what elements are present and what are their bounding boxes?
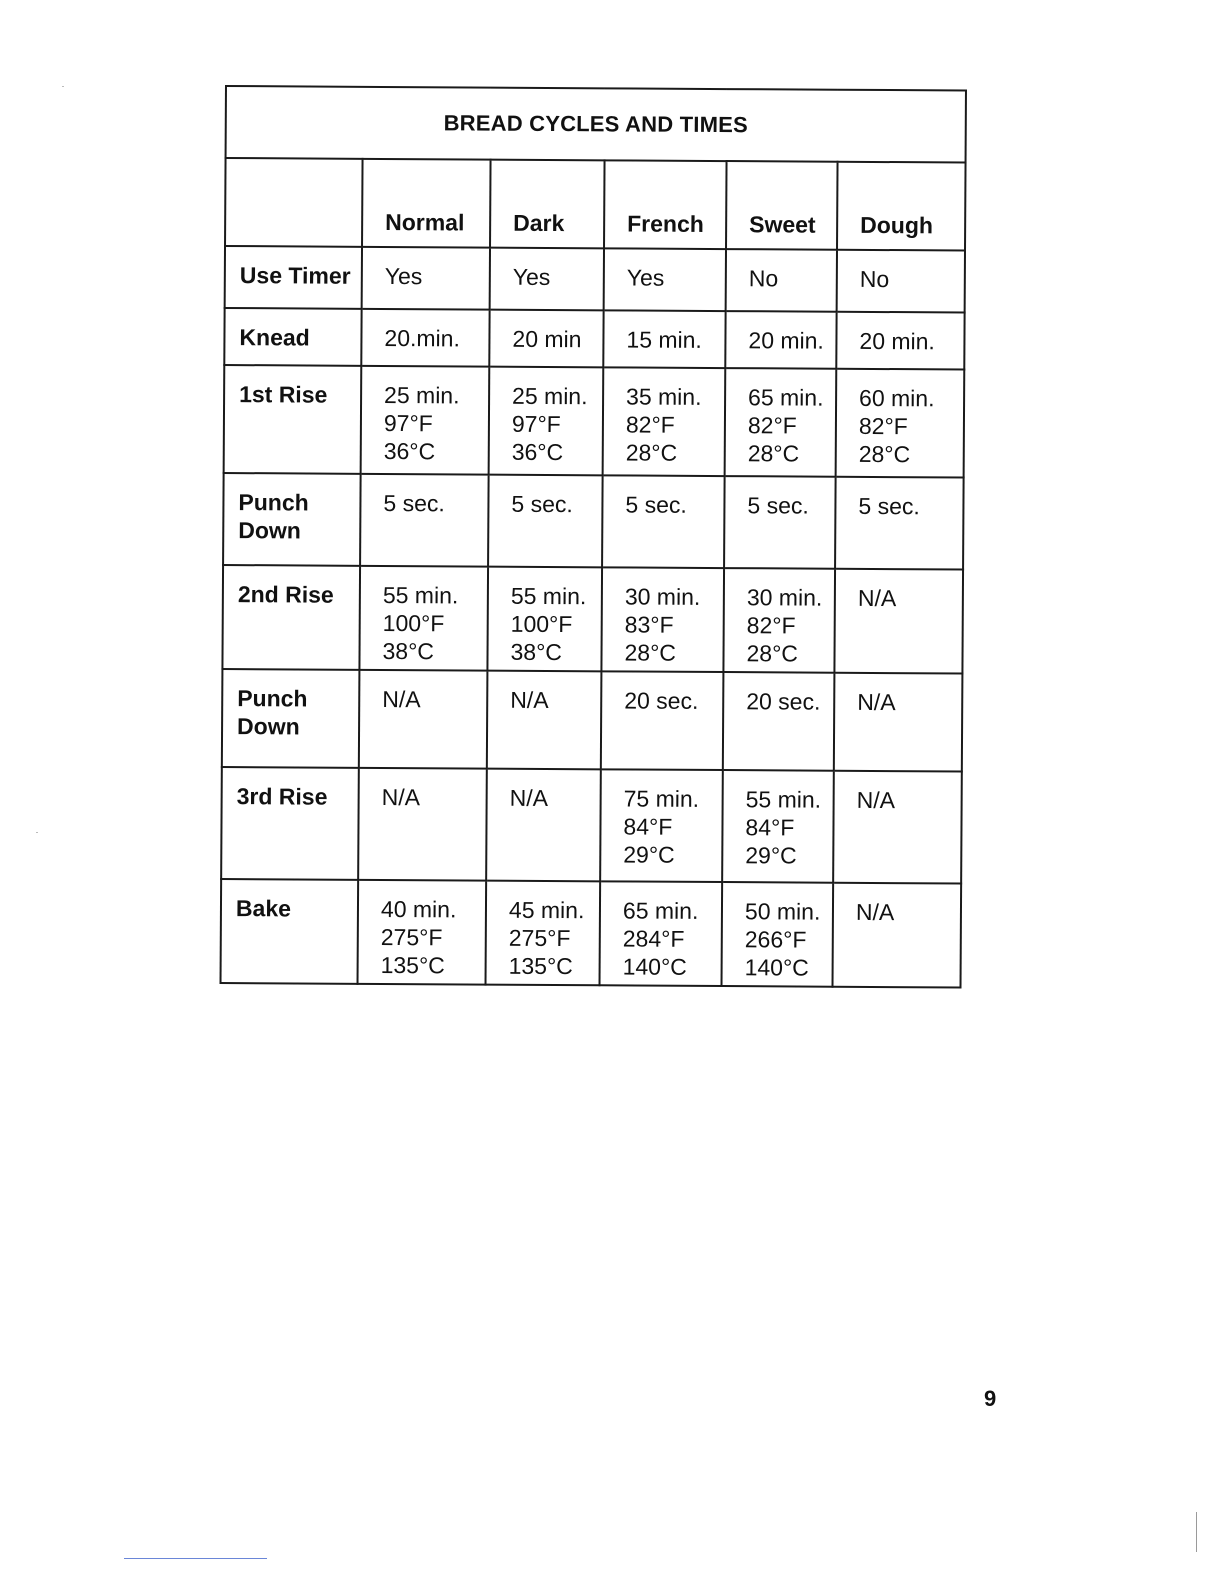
cell-value-line: 140°C	[622, 953, 687, 980]
cell-value-line: 36°C	[511, 438, 564, 466]
cell-dark	[488, 475, 603, 568]
row-label	[222, 669, 360, 768]
cell-value-line: 35 min.	[626, 383, 702, 410]
col-header-dark: Dark	[490, 160, 605, 249]
cell-normal	[359, 670, 488, 769]
cell-value-line: Yes	[384, 262, 423, 290]
table-row	[221, 879, 962, 988]
row-label	[224, 308, 361, 366]
cell-french	[602, 475, 725, 568]
cell-french	[600, 881, 723, 986]
title-row	[226, 86, 966, 163]
row-label	[222, 565, 360, 670]
cell-value-line: 40 min.	[380, 895, 457, 923]
cell-sweet	[722, 882, 834, 987]
cell-value-line: 55 min.	[382, 581, 459, 609]
cell-sweet	[723, 672, 835, 771]
cell-value-line: 266°F	[744, 926, 807, 953]
cell-dough	[834, 569, 963, 674]
table-row	[225, 246, 965, 313]
cell-value-line: 28°C	[746, 640, 799, 667]
cell-value-line: 100°F	[382, 609, 445, 637]
page-number: 9	[984, 1386, 997, 1411]
cell-value-line: 75 min.	[623, 785, 700, 812]
cell-dark	[486, 881, 601, 986]
bread-cycles-table-wrap	[220, 85, 965, 989]
cell-value-line: 82°F	[746, 612, 796, 639]
cell-value-line: 5 sec.	[747, 492, 809, 519]
col-header-dough: Dough	[837, 162, 966, 251]
cell-value-line: 55 min.	[510, 582, 587, 610]
row-label	[224, 365, 362, 474]
cell-value-line: 20 min	[512, 325, 582, 353]
row-label-line: Down	[238, 517, 301, 544]
cell-dough	[837, 250, 965, 313]
cell-value-line: 28°C	[624, 639, 677, 666]
cell-value-line: 60 min.	[859, 384, 935, 412]
cell-dark	[486, 769, 601, 882]
cell-value-line: 28°C	[747, 440, 800, 467]
table-row	[221, 767, 962, 884]
cell-dough	[836, 369, 965, 478]
cell-sweet	[725, 368, 837, 477]
scan-edge-mark	[1196, 1512, 1197, 1552]
cell-normal	[361, 366, 490, 475]
cell-normal	[361, 309, 489, 367]
cell-dark	[487, 671, 602, 770]
cell-value-line: 20 sec.	[746, 688, 821, 715]
cell-value-line: 20 sec.	[624, 687, 699, 714]
cell-dough	[833, 883, 962, 988]
cell-value-line: N/A	[855, 898, 895, 926]
cell-value-line: N/A	[382, 685, 421, 713]
cell-value-line: 82°F	[625, 411, 675, 438]
cell-value-line: 5 sec.	[511, 490, 573, 518]
cell-normal	[358, 880, 487, 985]
cell-value-line: 84°F	[623, 813, 673, 840]
cell-french	[601, 671, 724, 770]
table-row	[222, 669, 963, 772]
cell-sweet	[723, 568, 835, 673]
cell-value-line: 20 min.	[859, 327, 935, 355]
cell-value-line: 36°C	[383, 437, 436, 465]
table-row	[223, 473, 964, 570]
cell-value-line: 84°F	[745, 814, 795, 841]
corner-cell	[225, 158, 363, 247]
table-row	[222, 565, 963, 674]
row-label	[221, 767, 359, 880]
row-label-line: 2nd Rise	[237, 581, 334, 608]
cell-value-line: 45 min.	[508, 896, 585, 924]
col-header-french: French	[604, 160, 727, 249]
cell-dark	[489, 310, 603, 368]
cell-value-line: 29°C	[623, 841, 675, 868]
cell-normal	[359, 566, 488, 671]
row-label-line: Down	[237, 713, 300, 740]
cell-value-line: 30 min.	[746, 584, 823, 611]
cell-value-line: 97°F	[511, 410, 561, 438]
cell-value-line: N/A	[510, 686, 549, 713]
cell-value-line: 15 min.	[626, 326, 702, 353]
cell-sweet	[724, 476, 836, 569]
col-header-sweet: Sweet	[726, 161, 838, 250]
cell-value-line: 82°F	[747, 412, 797, 439]
cell-dark	[487, 567, 602, 672]
cell-value-line: N/A	[857, 688, 896, 716]
row-label-line: Knead	[239, 324, 310, 351]
cell-value-line: 28°C	[625, 439, 678, 466]
cell-value-line: 30 min.	[624, 583, 701, 610]
cell-normal	[362, 247, 490, 310]
table-body	[221, 246, 965, 988]
cell-value-line: 5 sec.	[858, 492, 920, 520]
cell-value-line: 135°C	[508, 952, 573, 980]
bread-cycles-table	[220, 85, 967, 989]
row-label	[225, 246, 362, 309]
cell-value-line: N/A	[856, 786, 896, 814]
cell-value-line: 20.min.	[384, 324, 460, 352]
cell-value-line: No	[748, 265, 779, 292]
row-label-line: Use Timer	[239, 262, 351, 289]
cell-french	[604, 248, 726, 311]
table-row	[224, 308, 964, 370]
row-label-line: Bake	[235, 895, 292, 922]
table-title: BREAD CYCLES AND TIMES	[226, 86, 966, 163]
cell-normal	[360, 474, 489, 567]
cell-value-line: 65 min.	[622, 897, 699, 924]
cell-value-line: 135°C	[380, 951, 445, 979]
row-label-line: Punch	[238, 489, 309, 516]
row-label-line: 3rd Rise	[236, 783, 328, 810]
cell-sweet	[725, 311, 836, 369]
row-label	[223, 473, 361, 566]
row-label-line: Punch	[237, 685, 308, 712]
cell-normal	[358, 768, 487, 881]
cell-dough	[833, 771, 962, 884]
cell-value-line: 25 min.	[384, 381, 460, 409]
cell-value-line: 275°F	[380, 923, 443, 951]
cell-value-line: Yes	[512, 263, 551, 290]
cell-value-line: 50 min.	[744, 898, 821, 925]
col-header-normal: Normal	[362, 159, 491, 248]
cell-value-line: N/A	[509, 784, 549, 811]
cell-dark	[490, 248, 604, 311]
table-row	[224, 365, 965, 478]
cell-dough	[835, 477, 964, 570]
cell-value-line: N/A	[857, 584, 897, 612]
cell-value-line: 5 sec.	[625, 491, 687, 518]
cell-french	[601, 567, 724, 672]
cell-value-line: 20 min.	[748, 327, 824, 354]
cell-french	[600, 769, 723, 882]
cell-value-line: 275°F	[508, 924, 571, 952]
cell-value-line: 82°F	[858, 412, 908, 440]
row-label	[221, 879, 359, 984]
header-row	[225, 158, 966, 251]
scan-edge-line	[124, 1558, 267, 1559]
cell-value-line: 55 min.	[745, 786, 822, 813]
cell-value-line: 65 min.	[748, 384, 824, 411]
cell-value-line: 97°F	[383, 409, 433, 437]
cell-value-line: 5 sec.	[383, 489, 445, 517]
cell-value-line: 29°C	[745, 842, 797, 869]
cell-value-line: 83°F	[624, 611, 674, 638]
scan-speck	[62, 86, 64, 87]
row-label-line: 1st Rise	[239, 381, 328, 408]
cell-value-line: N/A	[381, 783, 421, 811]
cell-dark	[489, 367, 604, 476]
cell-value-line: 38°C	[510, 638, 563, 666]
cell-value-line: 28°C	[858, 440, 911, 468]
scan-speck	[36, 832, 38, 833]
cell-value-line: Yes	[626, 264, 665, 291]
cell-sweet	[726, 249, 837, 312]
cell-french	[603, 310, 725, 368]
cell-value-line: 100°F	[510, 610, 573, 638]
cell-value-line: 140°C	[744, 954, 809, 981]
cell-value-line: 38°C	[382, 637, 435, 665]
cell-value-line: No	[859, 265, 890, 293]
cell-value-line: 284°F	[622, 925, 685, 952]
cell-french	[603, 367, 726, 476]
cell-dough	[836, 312, 964, 370]
cell-value-line: 25 min.	[512, 382, 588, 410]
cell-sweet	[722, 770, 834, 883]
cell-dough	[834, 673, 963, 772]
